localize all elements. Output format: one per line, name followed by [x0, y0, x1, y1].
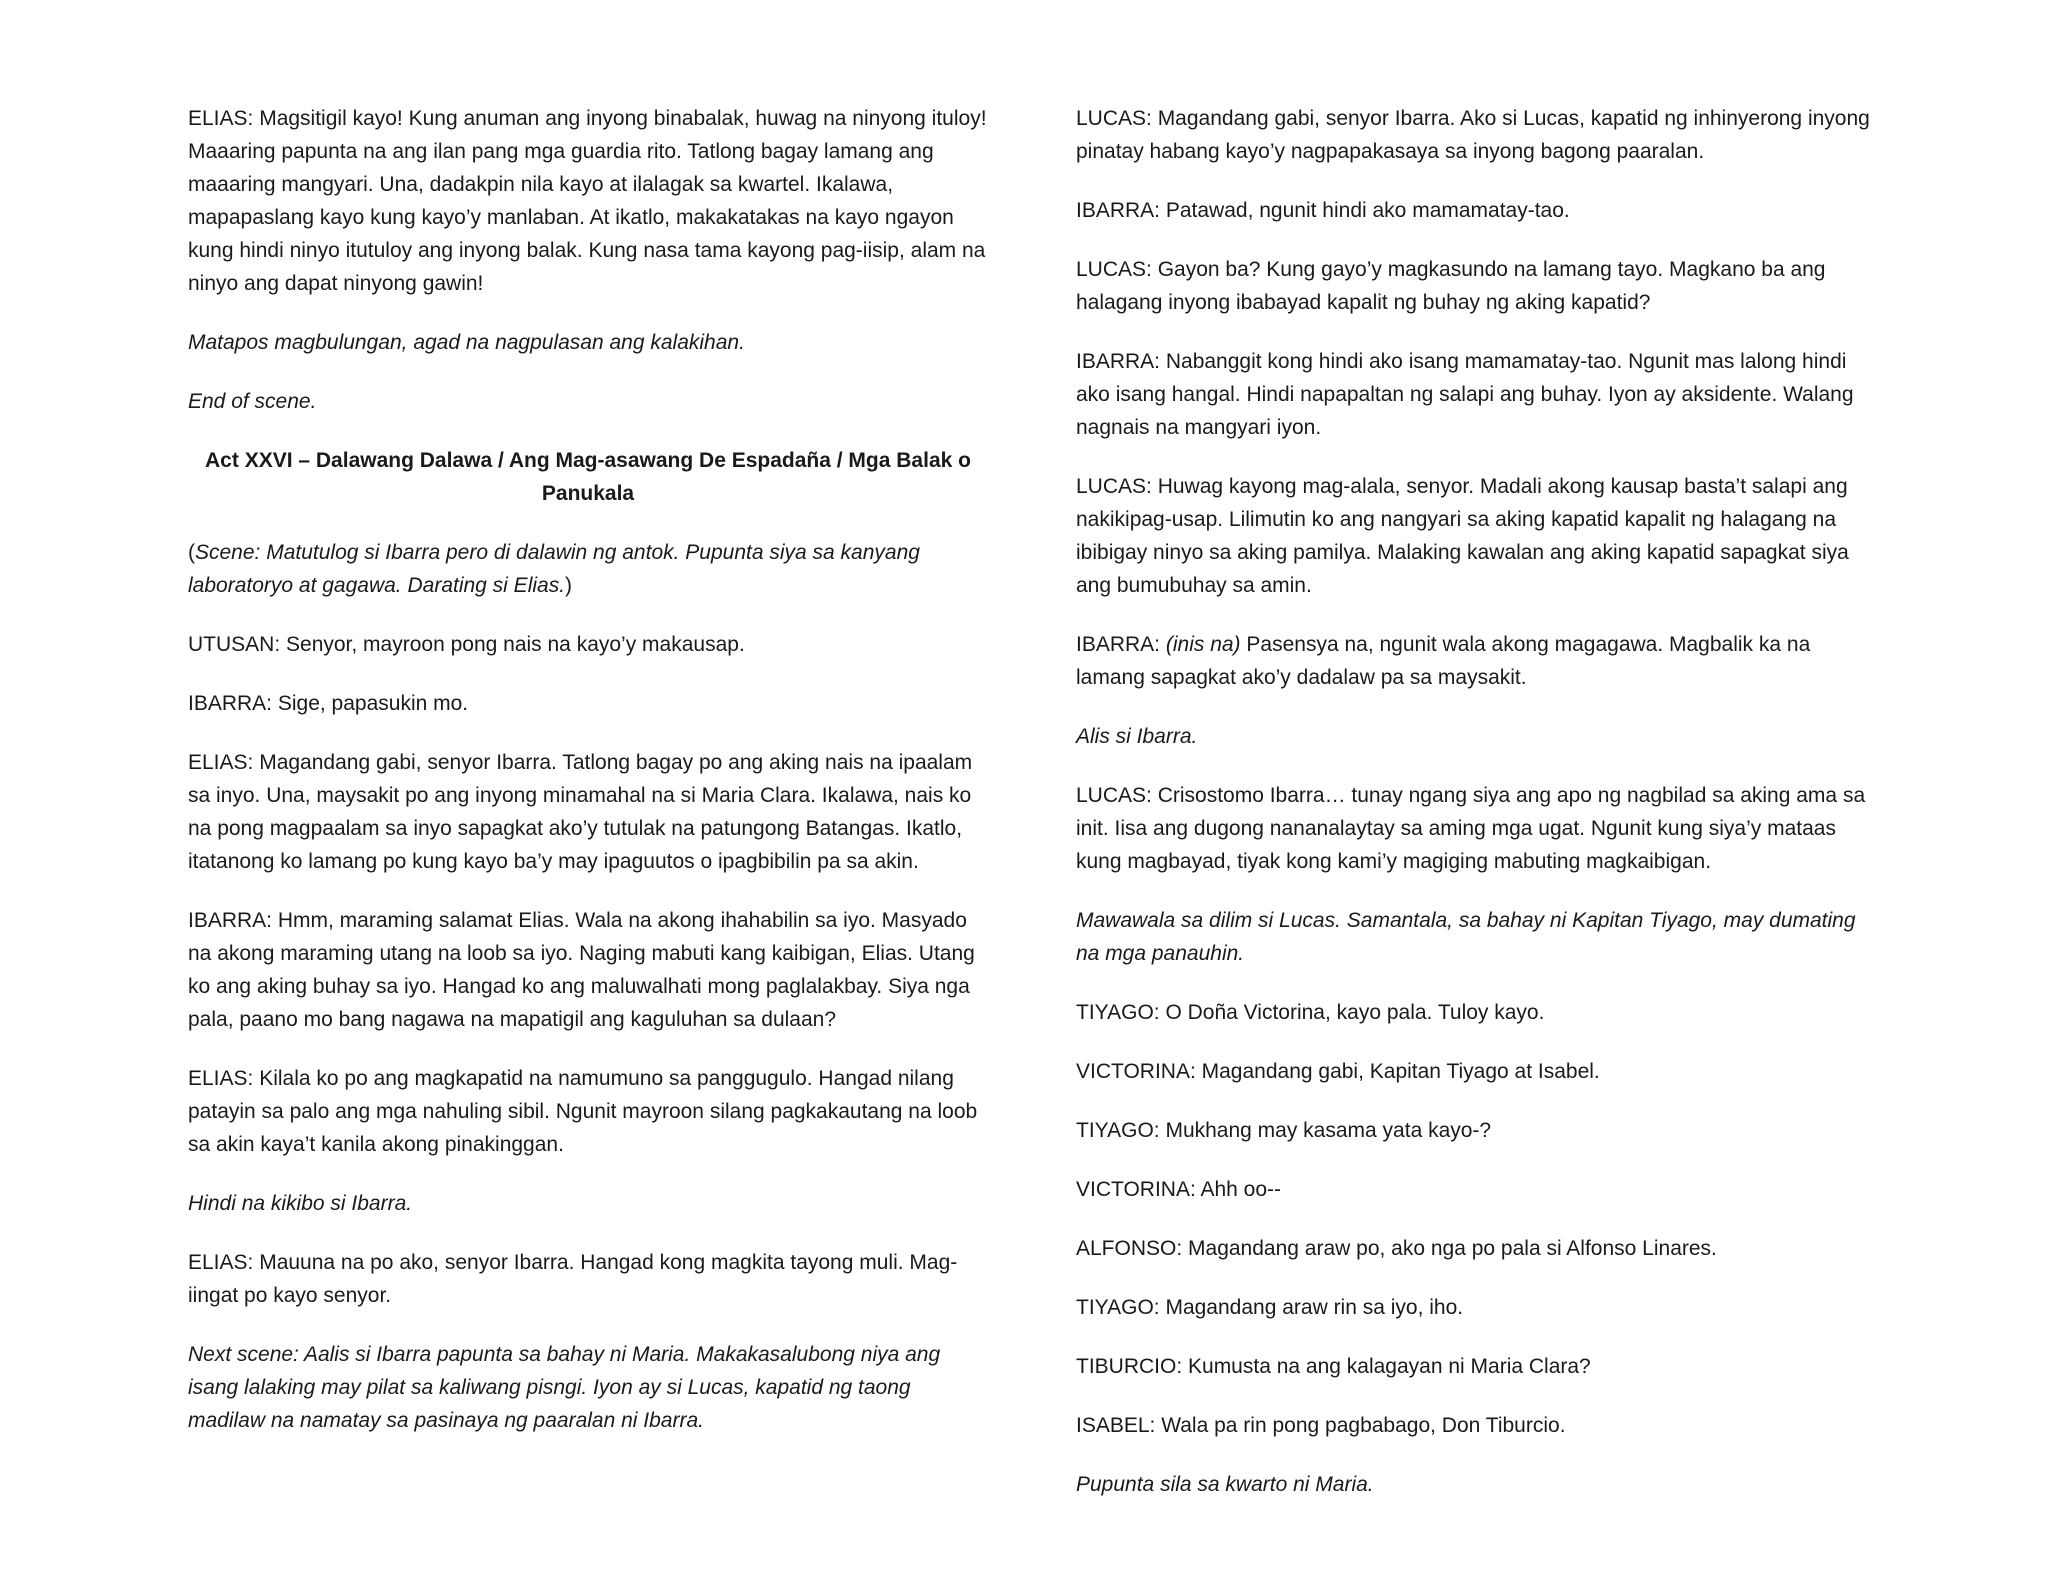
- dialogue-elias-warning: ELIAS: Magsitigil kayo! Kung anuman ang inyong binabalak, huwag na ninyong ituloy! Maaaring papunta na ang ilan pang mga guardia rito. Tatlong bagay lamang ang maaaring mangyari. Una, dadakpin nila kayo at ilalagak sa kwartel. Ikalawa, mapapaslang kayo kung kayo’y manlaban. At ikatlo, makakatakas na kayo ngayon kung hindi ninyo itutuloy ang inyong balak. Kung nasa tama kayong pag-iisip, alam na ninyo ang dapat ninyong gawin!: [188, 107, 987, 295]
- dialogue-elias: ELIAS: Magandang gabi, senyor Ibarra. Tatlong bagay po ang aking nais na ipaalam sa inyo. Una, maysakit po ang inyong minamahal na si Maria Clara. Ikalawa, nais ko na pong magpaalam sa inyo sapagkat ako’y tutulak na patungong Batangas. Ikatlo, itatanong ko lamang po kung kayo ba’y may ipaguutos o ipagbibilin pa sa akin.: [188, 751, 973, 873]
- dialogue-tiburcio: TIBURCIO: Kumusta na ang kalagayan ni Maria Clara?: [1076, 1355, 1591, 1378]
- dialogue-tiyago: TIYAGO: Magandang araw rin sa iyo, iho.: [1076, 1296, 1464, 1319]
- dialogue-tiyago: TIYAGO: Mukhang may kasama yata kayo-?: [1076, 1119, 1492, 1142]
- stage-direction: Alis si Ibarra.: [1076, 725, 1198, 748]
- stage-direction: Matapos magbulungan, agad na nagpulasan ang kalakihan.: [188, 331, 745, 354]
- stage-direction: Hindi na kikibo si Ibarra.: [188, 1192, 413, 1215]
- dialogue-victorina: VICTORINA: Magandang gabi, Kapitan Tiyago at Isabel.: [1076, 1060, 1600, 1083]
- right-column: [1076, 102, 1876, 1527]
- dialogue-elias: ELIAS: Mauuna na po ako, senyor Ibarra. Hangad kong magkita tayong muli. Mag-iingat po kayo senyor.: [188, 1251, 958, 1307]
- dialogue-ibarra: IBARRA: Hmm, maraming salamat Elias. Wala na akong ihahabilin sa iyo. Masyado na akong maraming utang na loob sa iyo. Naging mabuti kang kaibigan, Elias. Utang ko ang aking buhay sa iyo. Hangad ko ang maluwalhati mong paglalakbay. Siya nga pala, paano mo bang nagawa na mapatigil ang kaguluhan sa dulaan?: [188, 909, 975, 1031]
- dialogue-lucas: LUCAS: Gayon ba? Kung gayo’y magkasundo na lamang tayo. Magkano ba ang halagang inyong ibabayad kapalit ng buhay ng aking kapatid?: [1076, 258, 1826, 314]
- dialogue-ibarra: IBARRA: (inis na) Pasensya na, ngunit wala akong magagawa. Magbalik ka na lamang sapagkat ako’y dadalaw pa sa maysakit.: [1076, 633, 1811, 689]
- dialogue-ibarra: IBARRA: Nabanggit kong hindi ako isang mamamatay-tao. Ngunit mas lalong hindi ako isang hangal. Hindi napapaltan ng salapi ang buhay. Iyon ay aksidente. Walang nagnais na mangyari iyon.: [1076, 350, 1854, 439]
- dialogue-isabel: ISABEL: Wala pa rin pong pagbabago, Don Tiburcio.: [1076, 1414, 1566, 1437]
- dialogue-alfonso: ALFONSO: Magandang araw po, ako nga po pala si Alfonso Linares.: [1076, 1237, 1717, 1260]
- dialogue-tiyago: TIYAGO: O Doña Victorina, kayo pala. Tuloy kayo.: [1076, 1001, 1545, 1024]
- dialogue-utusan: UTUSAN: Senyor, mayroon pong nais na kayo’y makausap.: [188, 633, 745, 656]
- left-column: [188, 102, 988, 1463]
- dialogue-ibarra: IBARRA: Patawad, ngunit hindi ako mamamatay-tao.: [1076, 199, 1570, 222]
- scene-description: (Scene: Matutulog si Ibarra pero di dalawin ng antok. Pupunta siya sa kanyang laboratoryo at gagawa. Darating si Elias.): [188, 541, 920, 597]
- stage-direction: Pupunta sila sa kwarto ni Maria.: [1076, 1473, 1374, 1496]
- end-of-scene: End of scene.: [188, 390, 317, 413]
- dialogue-lucas: LUCAS: Huwag kayong mag-alala, senyor. Madali akong kausap basta’t salapi ang nakikipag-usap. Lilimutin ko ang nangyari sa aking kapatid kapalit ng halagang na ibibigay ninyo sa aking pamilya. Malaking kawalan ang aking kapatid sapagkat siya ang bumubuhay sa amin.: [1076, 475, 1849, 597]
- dialogue-ibarra: IBARRA: Sige, papasukin mo.: [188, 692, 469, 715]
- dialogue-victorina: VICTORINA: Ahh oo--: [1076, 1178, 1282, 1201]
- dialogue-lucas: LUCAS: Crisostomo Ibarra… tunay ngang siya ang apo ng nagbilad sa aking ama sa init. Iisa ang dugong nananalaytay sa aming mga ugat. Ngunit kung siya’y mataas kung magbayad, tiyak kong kami’y magiging mabuting magkaibigan.: [1076, 784, 1866, 873]
- next-scene-direction: Next scene: Aalis si Ibarra papunta sa bahay ni Maria. Makakasalubong niya ang isang lalaking may pilat sa kaliwang pisngi. Iyon ay si Lucas, kapatid ng taong madilaw na namatay sa pasinaya ng paaralan ni Ibarra.: [188, 1343, 941, 1432]
- stage-direction: Mawawala sa dilim si Lucas. Samantala, sa bahay ni Kapitan Tiyago, may dumating na mga panauhin.: [1076, 909, 1856, 965]
- act-heading: Act XXVI – Dalawang Dalawa / Ang Mag-asawang De Espadaña / Mga Balak o Panukala: [205, 449, 971, 505]
- dialogue-elias: ELIAS: Kilala ko po ang magkapatid na namumuno sa panggugulo. Hangad nilang patayin sa palo ang mga nahuling sibil. Ngunit mayroon silang pagkakautang na loob sa akin kaya’t kanila akong pinakinggan.: [188, 1067, 978, 1156]
- dialogue-lucas: LUCAS: Magandang gabi, senyor Ibarra. Ako si Lucas, kapatid ng inhinyerong inyong pinatay habang kayo’y nagpapakasaya sa inyong bagong paaralan.: [1076, 107, 1870, 163]
